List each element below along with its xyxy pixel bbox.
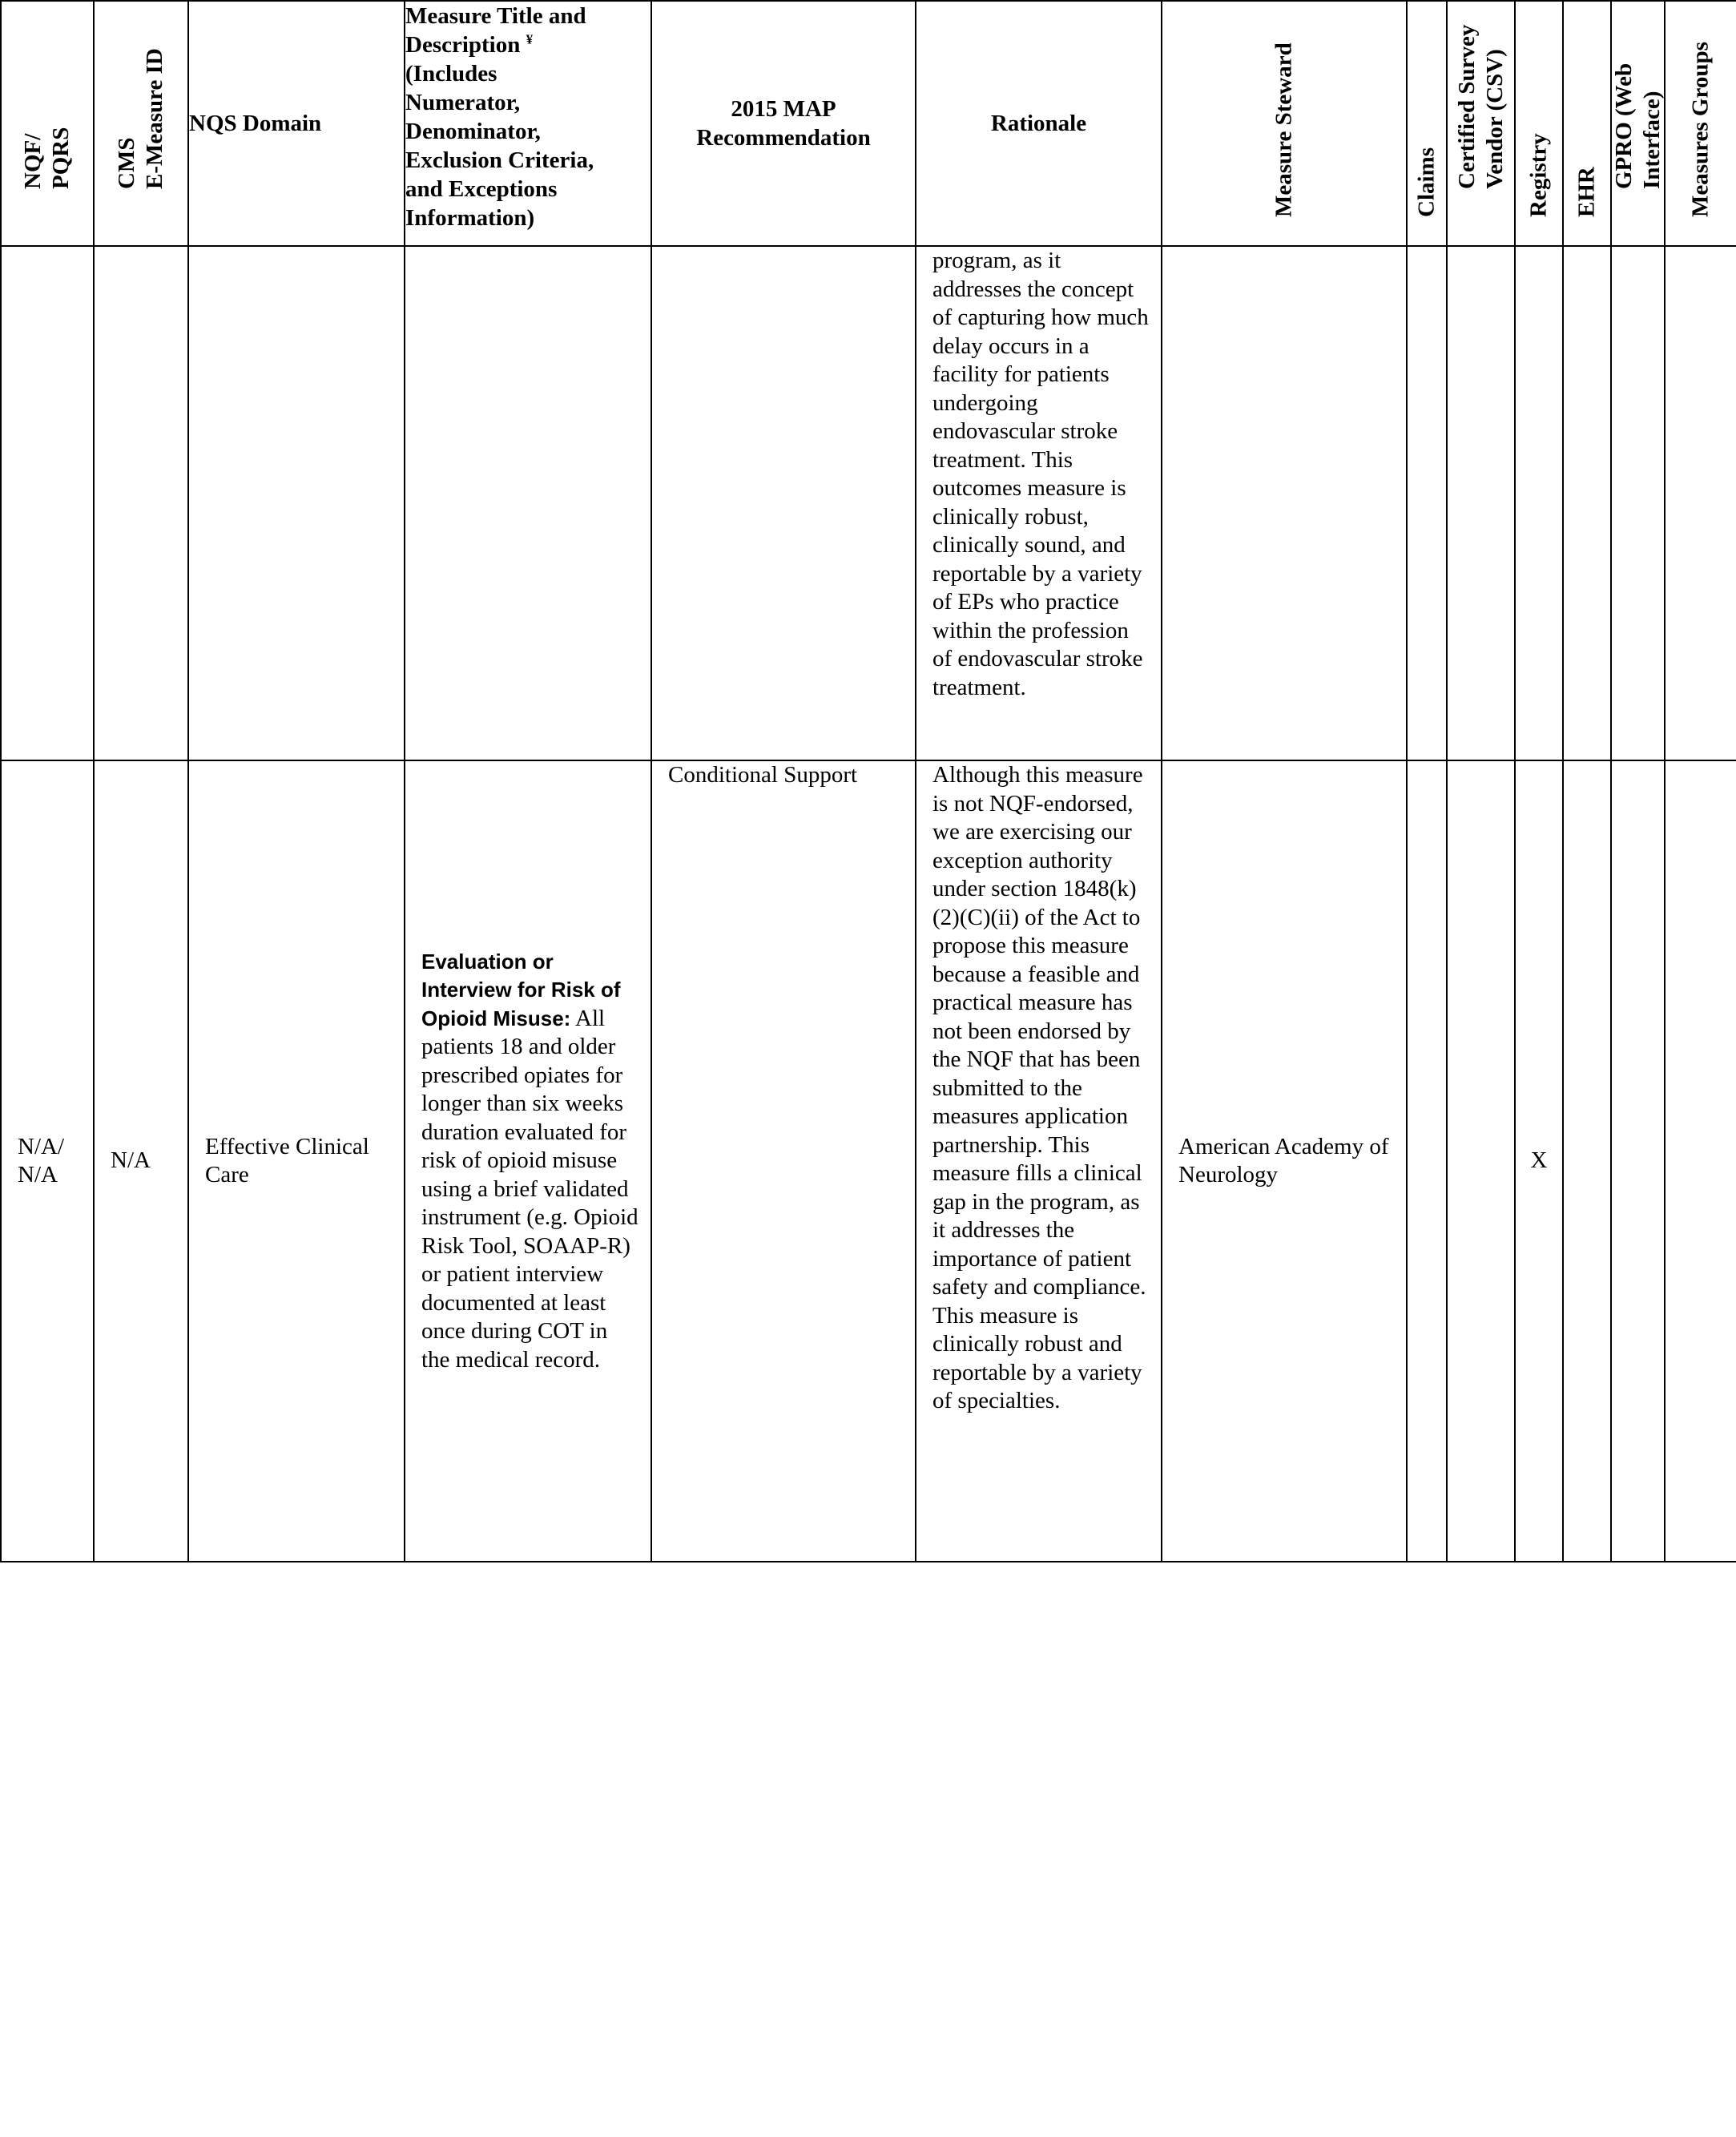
cell-claims bbox=[1407, 246, 1447, 760]
table-row bbox=[1, 760, 1736, 1562]
header-claims: Claims bbox=[1407, 1, 1447, 246]
cell-registry bbox=[1515, 246, 1563, 760]
header-gpro: GPRO (Web Interface) bbox=[1611, 1, 1665, 246]
nqs-domain-text: Effective Clinical Care bbox=[205, 1133, 369, 1187]
header-cms-emeasure-id: CMS E-Measure ID bbox=[94, 1, 188, 246]
map-recommendation-text: Conditional Support bbox=[668, 762, 858, 788]
header-ehr: EHR bbox=[1563, 1, 1611, 246]
cell-registry: X bbox=[1515, 760, 1563, 1562]
cell-nqf-pqrs bbox=[1, 246, 94, 760]
cell-map-recommendation bbox=[651, 760, 916, 1562]
cell-gpro bbox=[1611, 246, 1665, 760]
measure-title: Evaluation or Interview for Risk of Opioid Misuse: bbox=[421, 949, 621, 1030]
cell-claims bbox=[1407, 760, 1447, 1562]
cell-measure-steward bbox=[1162, 760, 1407, 1562]
cell-measures-groups bbox=[1665, 246, 1736, 760]
header-row bbox=[1, 1, 1736, 246]
header-nqs-domain: NQS Domain bbox=[188, 1, 405, 246]
cell-map-recommendation bbox=[651, 246, 916, 760]
table-row bbox=[1, 246, 1736, 760]
cell-csv bbox=[1447, 246, 1515, 760]
cell-rationale bbox=[916, 246, 1162, 760]
cell-cms-emeasure-id bbox=[94, 760, 188, 1562]
header-measure-title: Measure Title and Description ¥ (Includes Numerator, Denominator, Exclusion Criteria, and Exceptions Information) bbox=[405, 1, 651, 246]
header-nqf-pqrs: NQF/ PQRS bbox=[1, 1, 94, 246]
cell-rationale bbox=[916, 760, 1162, 1562]
cell-cms-emeasure-id bbox=[94, 246, 188, 760]
cms-emeasure-id-text: N/A bbox=[111, 1147, 151, 1174]
cell-gpro bbox=[1611, 760, 1665, 1562]
header-measures-groups: Measures Groups bbox=[1665, 1, 1736, 246]
measure-steward-text: American Academy of Neurology bbox=[1178, 1133, 1389, 1187]
cell-ehr bbox=[1563, 760, 1611, 1562]
rationale-text: program, as it addresses the concept of capturing how much delay occurs in a facility for patients undergoing endovascular stroke treatment. This outcomes measure is clinically robust, clinically sound, and reportable by a variety of EPs who practice within the profession of endovascular stroke treatment. bbox=[932, 248, 1149, 700]
header-rationale: Rationale bbox=[916, 1, 1162, 246]
cell-measure-steward bbox=[1162, 246, 1407, 760]
cell-nqs-domain bbox=[188, 760, 405, 1562]
header-csv: Certified Survey Vendor (CSV) bbox=[1447, 1, 1515, 246]
cell-nqs-domain bbox=[188, 246, 405, 760]
header-measure-steward: Measure Steward bbox=[1162, 1, 1407, 246]
cell-ehr bbox=[1563, 246, 1611, 760]
measure-description: All patients 18 and older prescribed opiates for longer than six weeks duration evaluated for risk of opioid misuse using a brief validated instrument (e.g. Opioid Risk Tool, SOAAP-R) or patient interview documented at least once during COT in the medical record. bbox=[421, 1005, 638, 1373]
header-map-recommendation: 2015 MAP Recommendation bbox=[651, 1, 916, 246]
cell-nqf-pqrs: N/A/ N/A bbox=[1, 760, 94, 1562]
cell-measure-title bbox=[405, 246, 651, 760]
cell-measure-title bbox=[405, 760, 651, 1562]
cell-csv bbox=[1447, 760, 1515, 1562]
rationale-text: Although this measure is not NQF-endorsed, we are exercising our exception authority under section 1848(k)(2)(C)(ii) of the Act to propose this measure because a feasible and practical measure has not been endorsed by the NQF that has been submitted to the measures application partnership. This measure fills a clinical gap in the program, as it addresses the importance of patient safety and compliance. This measure is clinically robust and reportable by a variety of specialties. bbox=[932, 762, 1146, 1413]
cell-measures-groups bbox=[1665, 760, 1736, 1562]
measure-title-description bbox=[405, 948, 650, 1375]
header-registry: Registry bbox=[1515, 1, 1563, 246]
